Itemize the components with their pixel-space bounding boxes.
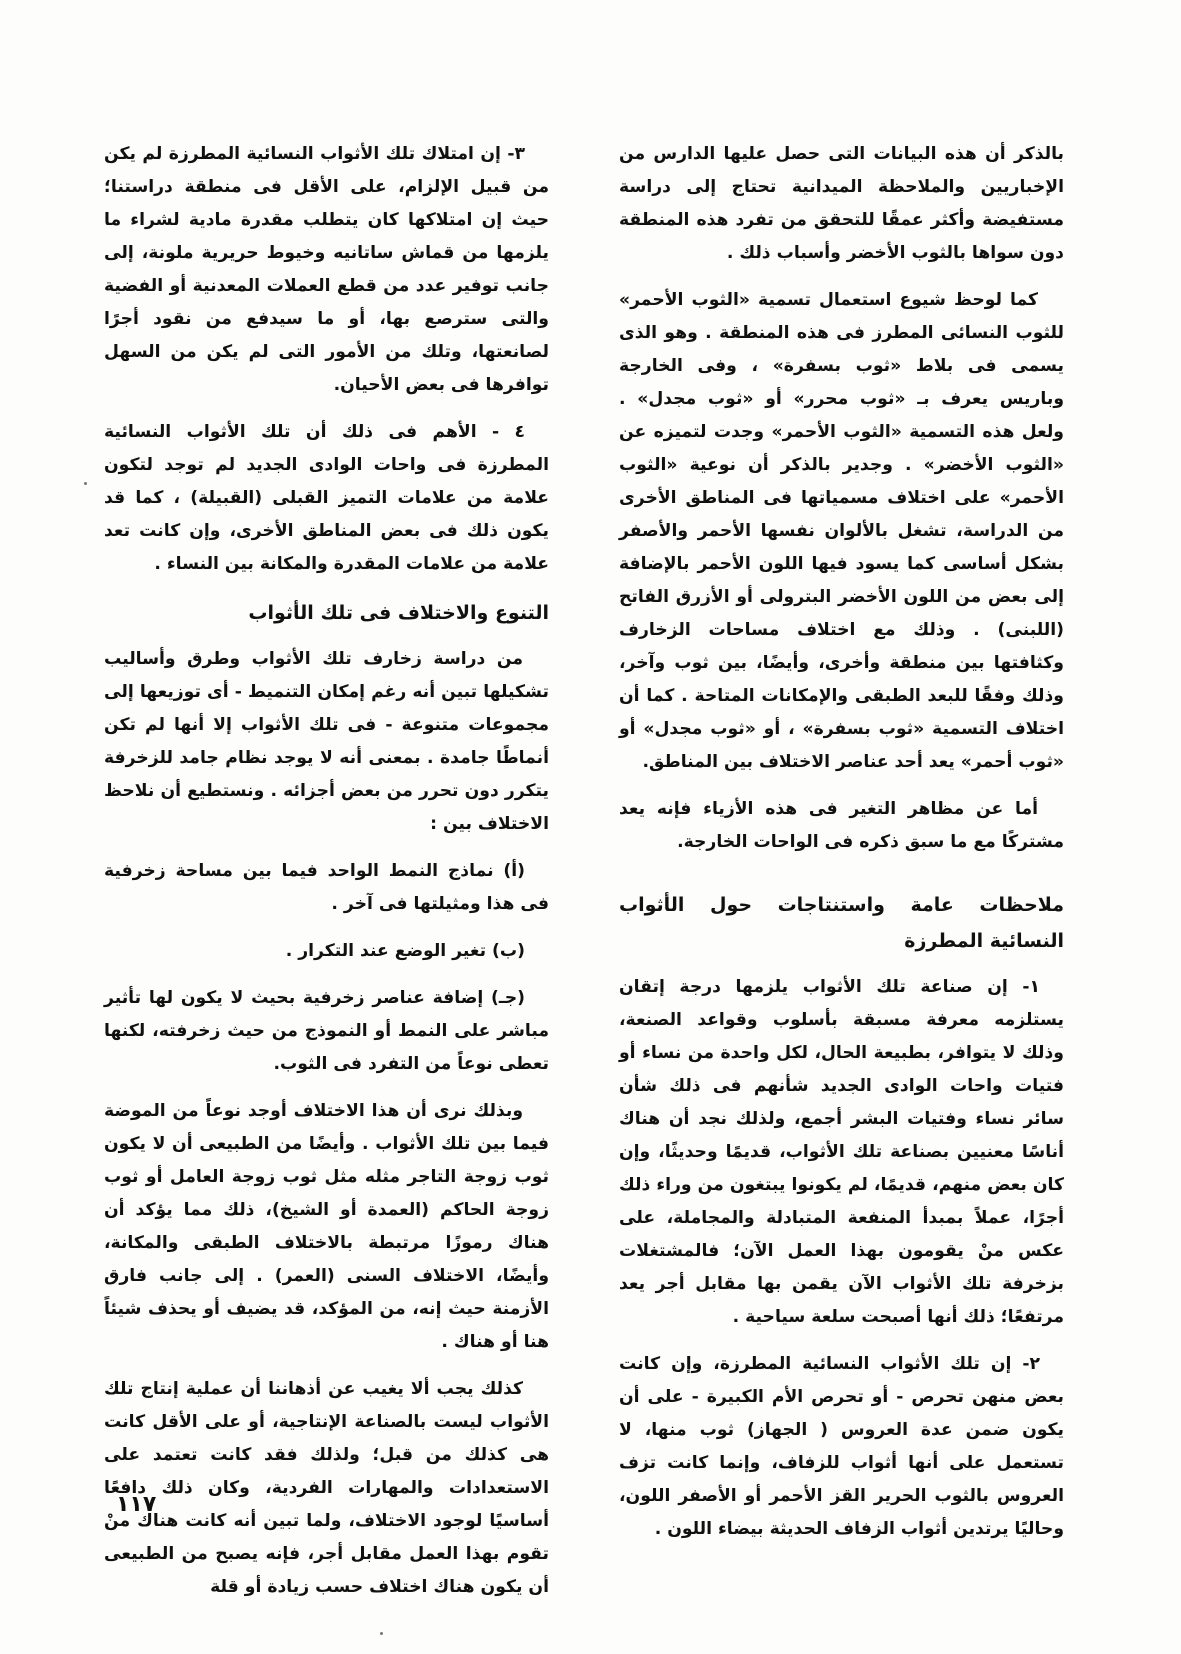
paragraph: أما عن مظاهر التغير فى هذه الأزياء فإنه يعد مشتركًا مع ما سبق ذكره فى الواحات الخارجة. (619, 799, 1064, 852)
numbered-paragraph: ٣- إن امتلاك تلك الأثواب النسائية المطرزة لم يكن من قبيل الإلزام، على الأقل فى منطقة دراستنا؛ حيث إن امتلاكها كان يتطلب مقدرة مادية لشراء ما يلزمها من قماش ساتانيه وخيوط حريرية ملونة، إلى جانب توفير عدد من قطع العملات المعدنية أو الفضية والتى سترصع بها، أو ما سيدفع من نقود أجرًا لصانعتها، وتلك من الأمور التى لم يكن من السهل توافرها فى بعض الأحيان. (104, 144, 549, 395)
list-item: (أ) نماذج النمط الواحد فيما بين مساحة زخرفية فى هذا ومثيلتها فى آخر . (104, 861, 549, 914)
paragraph: بالذكر أن هذه البيانات التى حصل عليها الدارس من الإخباريين والملاحظة الميدانية تحتاج إلى دراسة مستفيضة وأكثر عمقًا للتحقق من تفرد هذه المنطقة دون سواها بالثوب الأخضر وأسباب ذلك . (619, 144, 1064, 263)
section-heading: التنوع والاختلاف فى تلك الأثواب (248, 602, 549, 624)
numbered-paragraph: ٤ - الأهم فى ذلك أن تلك الأثواب النسائية المطرزة فى واحات الوادى الجديد لم توجد لتكون علامة من علامات التميز القبلى (القبيلة) ، كما قد يكون ذلك فى بعض المناطق الأخرى، وإن كانت تعد علامة من علامات المقدرة والمكانة بين النساء . (104, 422, 549, 574)
scan-speck (84, 482, 87, 485)
numbered-paragraph: ١- إن صناعة تلك الأثواب يلزمها درجة إتقان يستلزمه معرفة مسبقة بأسلوب وقواعد الصنعة، وذلك لا يتوافر، بطبيعة الحال، لكل واحدة من نساء أو فتيات واحات الوادى الجديد شأنهم فى ذلك شأن سائر نساء وفتيات البشر أجمع، ولذلك نجد أن هناك أناسًا معنيين بصناعة تلك الأثواب، قديمًا وحديثًا، وإن كان بعض منهم، قديمًا، لم يكونوا يبتغون من وراء ذلك أجرًا، عملاً بمبدأ المنفعة المتبادلة والمجاملة، على عكس منْ يقومون بهذا العمل الآن؛ فالمشتغلات بزخرفة تلك الأثواب الآن يقمن بها مقابل أجر يعد مرتفعًا؛ ذلك أنها أصبحت سلعة سياحية . (619, 977, 1064, 1327)
paragraph: وبذلك نرى أن هذا الاختلاف أوجد نوعاً من الموضة فيما بين تلك الأثواب . وأيضًا من الطبيعى أن لا يكون ثوب زوجة التاجر مثله مثل ثوب زوجة العامل أو ثوب زوجة الحاكم (العمدة أو الشيخ)، ذلك مما يؤكد أن هناك رموزًا مرتبطة بالاختلاف الطبقى والمكانة، وأيضًا، الاختلاف السنى (العمر) . إلى جانب فارق الأزمنة حيث إنه، من المؤكد، قد يضيف أو يحذف شيئاً هنا أو هناك . (104, 1101, 549, 1352)
left-text-column (104, 138, 549, 1618)
scan-speck (380, 1632, 383, 1635)
section-heading: ملاحظات عامة واستنتاجات حول الأثواب النسائية المطرزة (619, 894, 1064, 952)
paragraph: كذلك يجب ألا يغيب عن أذهاننا أن عملية إنتاج تلك الأثواب ليست بالصناعة الإنتاجية، أو على الأقل كانت هى كذلك من قبل؛ ولذلك فقد كانت تعتمد على الاستعدادات والمهارات الفردية، وكان ذلك دافعًا أساسيًا لوجود الاختلاف، ولما تبين أنه كانت هناك منْ تقوم بهذا العمل مقابل أجر، فإنه يصبح من الطبيعى أن يكون هناك اختلاف حسب زيادة أو قلة (104, 1379, 549, 1597)
list-item: (ب) تغير الوضع عند التكرار . (285, 941, 525, 961)
numbered-paragraph: ٢- إن تلك الأثواب النسائية المطرزة، وإن كانت بعض منهن تحرص - أو تحرص الأم الكبيرة - على أن يكون ضمن عدة العروس ( الجهاز) ثوب منها، لا تستعمل على أنها أثواب للزفاف، وإنما كانت تزف العروس بالثوب الحرير القز الأحمر أو الأصفر اللون، وحاليًا يرتدين أثواب الزفاف الحديثة بيضاء اللون . (619, 1354, 1064, 1539)
right-text-column (619, 138, 1064, 1560)
paragraph: كما لوحظ شيوع استعمال تسمية «الثوب الأحمر» للثوب النسائى المطرز فى هذه المنطقة . وهو الذى يسمى فى بلاط «ثوب بسفرة» ، وفى الخارجة وباريس يعرف بـ «ثوب محرر» أو «ثوب مجدل» . ولعل هذه التسمية «الثوب الأحمر» وجدت لتميزه عن «الثوب الأخضر» . وجدير بالذكر أن نوعية «الثوب الأحمر» على اختلاف مسمياتها فى المناطق الأخرى من الدراسة، تشغل بالألوان نفسها الأحمر والأصفر بشكل أساسى كما يسود فيها اللون الأحمر بالإضافة إلى بعض من اللون الأخضر البترولى أو الأزرق الفاتح (اللبنى) . وذلك مع اختلاف مساحات الزخارف وكثافتها بين منطقة وأخرى، وأيضًا، بين ثوب وآخر، وذلك وفقًا للبعد الطبقى والإمكانات المتاحة . كما أن اختلاف التسمية «ثوب بسفرة» ، أو «ثوب مجدل» أو «ثوب أحمر» يعد أحد عناصر الاختلاف بين المناطق. (619, 290, 1064, 772)
list-item: (جـ) إضافة عناصر زخرفية بحيث لا يكون لها تأثير مباشر على النمط أو النموذج من حيث زخرفته، لكنها تعطى نوعاً من التفرد فى الثوب. (104, 988, 549, 1074)
paragraph: من دراسة زخارف تلك الأثواب وطرق وأساليب تشكيلها تبين أنه رغم إمكان التنميط - أى توزيعها إلى مجموعات متنوعة - فى تلك الأثواب إلا أنها لم تكن أنماطًا جامدة . بمعنى أنه لا يوجد نظام جامد للزخرفة يتكرر دون تحرر من بعض أجزائه . ونستطيع أن نلاحظ الاختلاف بين : (104, 649, 549, 834)
page-number: ١١٧ (116, 1492, 157, 1517)
